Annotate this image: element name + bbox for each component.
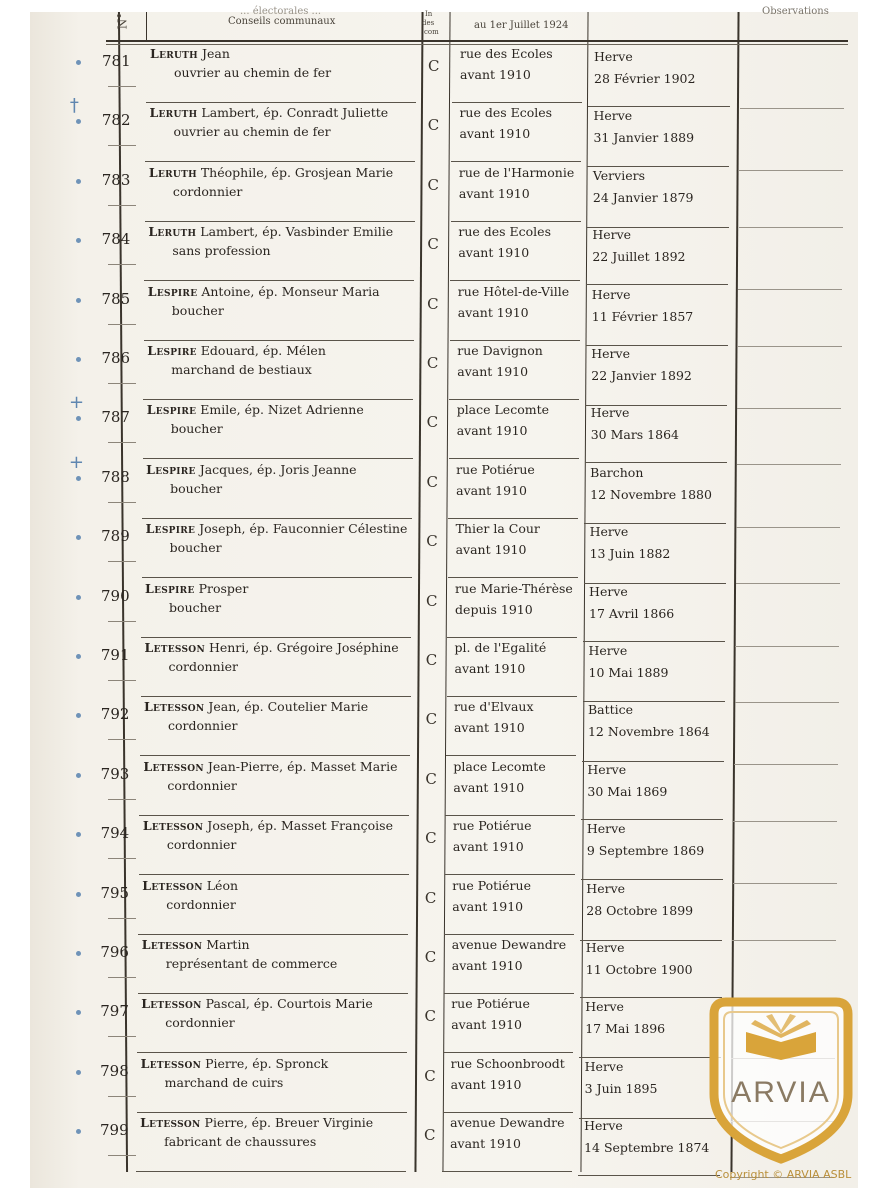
birthdate: 22 Janvier 1892 [591, 368, 692, 383]
register-row [0, 451, 872, 519]
residence-since: avant 1910 [456, 423, 528, 439]
register-row [0, 163, 872, 222]
birthplace: Herve [584, 1118, 623, 1134]
birthdate: 11 Février 1857 [591, 308, 694, 324]
logo-text: ARVIA [731, 1076, 831, 1109]
given-name: Pascal, [201, 996, 250, 1012]
given-name: Martin [202, 937, 250, 952]
register-row [0, 392, 872, 459]
birthdate: 11 Octobre 1900 [585, 962, 693, 977]
spouse: ép. Monseur Maria [254, 283, 380, 299]
category-mark: C [428, 57, 440, 75]
person-name [146, 462, 356, 477]
row-number-underline [108, 1036, 136, 1037]
address: rue d'Elvaux [453, 699, 534, 715]
row-number: 784 [101, 230, 131, 249]
address: rue de l'Harmonie [458, 164, 575, 180]
pencil-dot-mark [76, 357, 81, 362]
row-number-underline [108, 1155, 136, 1156]
surname: Letesson [142, 818, 204, 834]
profession: ouvrier au chemin de fer [173, 124, 331, 140]
rule-header-bottom [106, 40, 848, 42]
pencil-dot-mark [76, 892, 81, 897]
birthplace: Herve [591, 346, 630, 361]
category-mark: C [424, 1126, 436, 1145]
birthplace: Herve [586, 880, 626, 896]
residence-since: avant 1910 [450, 1076, 522, 1092]
pencil-dot-mark [76, 238, 81, 243]
row-number: 791 [100, 646, 130, 664]
row-number-underline [108, 680, 136, 681]
profession: cordonnier [168, 659, 239, 674]
birthdate: 14 Septembre 1874 [584, 1140, 710, 1156]
birthdate: 12 Novembre 1864 [587, 724, 710, 740]
category-mark: C [424, 948, 437, 966]
header-residence-label: au 1er Juillet 1924 [474, 20, 569, 31]
row-number: 792 [100, 705, 130, 724]
spouse: ép. Nizet Adrienne [240, 402, 364, 418]
residence-since: avant 1910 [450, 1136, 521, 1152]
register-row [0, 519, 872, 578]
birthdate: 9 Septembre 1869 [586, 843, 705, 859]
category-mark: C [424, 1066, 436, 1085]
row-number-underline [108, 561, 136, 562]
pencil-cross-mark: + [69, 392, 85, 414]
profession: marchand de cuirs [164, 1074, 284, 1090]
profession: cordonnier [166, 837, 237, 853]
spouse: ép. Fauconnier Célestine [245, 521, 408, 537]
profession: sans profession [172, 243, 271, 259]
address: Thier la Cour [455, 521, 540, 537]
row-number-underline [108, 799, 136, 800]
spouse: ép. Joris Jeanne [253, 461, 357, 477]
pencil-dot-mark [76, 476, 81, 481]
pencil-dot-mark [76, 298, 81, 303]
address: rue Hôtel-de-Ville [457, 283, 570, 299]
given-name: Lambert, [197, 105, 260, 121]
pencil-dot-mark [76, 179, 81, 184]
pencil-dot-mark [76, 119, 81, 124]
profession: ouvrier au chemin de fer [174, 65, 332, 80]
birthplace: Herve [589, 583, 628, 599]
row-number: 795 [100, 883, 130, 902]
person-name [141, 1056, 329, 1071]
residence-since: avant 1910 [453, 720, 525, 736]
row-number: 786 [101, 349, 131, 367]
row-number: 798 [100, 1061, 129, 1080]
category-mark: C [425, 710, 438, 729]
row-number: 781 [102, 52, 131, 70]
given-name: Joseph, [203, 818, 254, 834]
person-name [147, 343, 326, 358]
address: rue des Ecoles [459, 105, 553, 121]
spouse: ép. Spronck [248, 1055, 329, 1071]
category-mark: C [426, 413, 439, 432]
spouse: ép. Grégoire Joséphine [249, 640, 399, 655]
row-number-underline [108, 86, 136, 87]
register-row [0, 222, 872, 281]
row-number-underline [108, 145, 136, 146]
pencil-dot-mark [76, 595, 81, 600]
surname: Letesson [140, 1115, 201, 1131]
row-number-underline [108, 621, 136, 622]
surname: Letesson [143, 758, 204, 774]
row-number-underline [108, 858, 136, 859]
surname: Letesson [141, 937, 203, 952]
pencil-dot-mark [76, 1129, 81, 1134]
birthplace: Herve [592, 227, 632, 243]
address: rue Potiérue [451, 996, 530, 1012]
spouse: ép. Masset Marie [283, 758, 398, 774]
surname: Leruth [150, 46, 198, 61]
row-rule-residence [442, 1171, 572, 1172]
residence-since: depuis 1910 [455, 601, 533, 617]
arvia-logo [706, 994, 856, 1164]
residence-since: avant 1910 [453, 779, 525, 795]
profession: cordonnier [167, 777, 237, 793]
person-name [145, 640, 399, 655]
birthdate: 22 Juillet 1892 [592, 249, 686, 265]
register-row [0, 697, 872, 756]
header-category-label-1: In [425, 10, 433, 18]
birthplace: Herve [586, 821, 626, 837]
birthplace: Herve [585, 940, 625, 955]
surname: Lespire [147, 343, 197, 358]
register-row [0, 95, 872, 162]
birthdate: 28 Février 1902 [594, 71, 696, 86]
address: rue Davignon [457, 343, 543, 358]
birthplace: Herve [585, 999, 624, 1015]
category-mark: C [426, 354, 439, 372]
surname: Lespire [145, 521, 196, 537]
pencil-dot-mark [76, 713, 81, 718]
spouse: ép. Breuer Virginie [247, 1115, 374, 1131]
birthdate: 28 Octobre 1899 [586, 902, 694, 918]
address: rue Marie-Thérèse [455, 580, 573, 596]
row-number: 788 [101, 467, 130, 486]
birthplace: Herve [594, 49, 633, 64]
header-names-label: Conseils communaux [228, 16, 336, 27]
spouse: ép. Grosjean Marie [267, 164, 394, 180]
person-name [150, 46, 230, 61]
profession: boucher [169, 599, 222, 615]
spouse: ép. Vasbinder Emilie [258, 224, 394, 240]
copyright-notice: Copyright © ARVIA ASBL [715, 1168, 852, 1181]
person-name [143, 759, 397, 774]
given-name: Lambert, [196, 224, 259, 240]
register-row [0, 935, 872, 994]
residence-since: avant 1910 [457, 364, 529, 379]
register-row [0, 816, 872, 875]
header-category-label-3: com [424, 28, 439, 36]
row-number-underline [108, 502, 136, 503]
residence-since: avant 1910 [451, 1017, 523, 1033]
address: rue des Ecoles [458, 224, 551, 240]
category-mark: C [427, 175, 440, 194]
birthplace: Herve [584, 1058, 624, 1074]
surname: Letesson [144, 640, 205, 655]
row-number: 797 [100, 1002, 129, 1021]
header-names-label-top: ... électorales ... [240, 6, 322, 17]
rule-name-column [146, 12, 147, 42]
category-mark: C [426, 532, 438, 551]
birthplace: Herve [593, 108, 633, 124]
given-name: Léon [202, 877, 239, 893]
address: rue des Ecoles [460, 46, 553, 61]
given-name: Théophile, [196, 164, 268, 180]
pencil-dot-mark [76, 535, 81, 540]
row-number-underline [108, 205, 136, 206]
residence-since: avant 1910 [457, 304, 529, 320]
person-name [143, 818, 393, 833]
person-name [140, 1115, 373, 1130]
register-row [0, 579, 872, 638]
given-name: Emile, [196, 402, 241, 418]
category-mark: C [424, 888, 437, 907]
profession: boucher [169, 540, 222, 556]
residence-since: avant 1910 [454, 661, 526, 676]
row-number: 783 [101, 170, 131, 189]
surname: Leruth [148, 164, 197, 180]
row-number-underline [108, 977, 136, 978]
address: pl. de l'Egalité [454, 640, 547, 655]
person-name [148, 224, 393, 239]
register-row [0, 282, 872, 341]
surname: Leruth [149, 105, 198, 121]
birthplace: Barchon [590, 464, 644, 480]
surname: Letesson [141, 996, 202, 1012]
row-number: 799 [100, 1121, 129, 1140]
spouse: ép. Conradt Juliette [259, 105, 389, 121]
birthplace: Herve [587, 761, 627, 777]
pencil-cross-mark: + [68, 451, 84, 473]
category-mark: C [425, 829, 437, 848]
pencil-dot-mark [76, 773, 81, 778]
spouse: ép. Masset Françoise [253, 818, 393, 834]
category-mark: C [427, 294, 439, 313]
row-number-underline [108, 1096, 136, 1097]
surname: Letesson [142, 877, 203, 893]
birthdate: 10 Mai 1889 [588, 665, 669, 680]
profession: boucher [170, 421, 223, 437]
person-name [145, 581, 248, 596]
profession: cordonnier [165, 1015, 235, 1031]
category-mark: C [426, 472, 438, 491]
row-number: 794 [100, 824, 130, 843]
category-mark: C [424, 1007, 436, 1026]
row-rule-name [136, 1171, 406, 1172]
header-observations-label: Observations [762, 6, 829, 17]
profession: boucher [170, 480, 223, 496]
person-name [149, 105, 388, 120]
birthdate: 17 Mai 1896 [585, 1021, 666, 1037]
address: avenue Dewandre [451, 937, 567, 952]
pencil-dot-mark [76, 951, 81, 956]
birthdate: 13 Juin 1882 [589, 546, 671, 562]
row-number: 796 [100, 943, 129, 961]
profession: représentant de commerce [165, 956, 338, 971]
category-mark: C [427, 235, 439, 254]
address: place Lecomte [456, 402, 550, 418]
address: avenue Dewandre [450, 1115, 565, 1131]
residence-since: avant 1910 [456, 482, 527, 498]
given-name: Antoine, [197, 283, 255, 299]
birthdate: 12 Novembre 1880 [590, 486, 712, 502]
address: rue Potiérue [456, 461, 535, 477]
profession: marchand de bestiaux [171, 362, 312, 377]
surname: Letesson [140, 1055, 202, 1071]
surname: Lespire [146, 461, 196, 477]
spouse: ép. Courtois Marie [249, 996, 373, 1012]
birthdate: 3 Juin 1895 [584, 1080, 658, 1096]
residence-since: avant 1910 [459, 126, 531, 142]
address: rue Potiérue [452, 877, 531, 893]
given-name: Edouard, [196, 343, 259, 358]
birthdate: 17 Avril 1866 [589, 605, 675, 621]
surname: Leruth [148, 224, 197, 240]
pencil-dot-mark [76, 60, 81, 65]
register-row [0, 44, 872, 103]
register-row [0, 638, 872, 697]
given-name: Pierre, [200, 1115, 248, 1131]
given-name: Jean [197, 46, 230, 61]
birthdate: 30 Mai 1869 [587, 783, 668, 799]
residence-since: avant 1910 [455, 542, 527, 558]
person-name [147, 402, 364, 417]
row-number: 789 [101, 527, 130, 546]
surname: Lespire [146, 402, 197, 418]
pencil-dot-mark [76, 1010, 81, 1015]
given-name: Joseph, [195, 521, 246, 537]
register-row [0, 341, 872, 400]
header-number-label: N° [115, 12, 130, 30]
birthplace: Herve [589, 524, 629, 540]
residence-since: avant 1910 [460, 67, 531, 82]
given-name: Jacques, [195, 461, 253, 477]
given-name: Pierre, [201, 1055, 249, 1071]
spouse: ép. Coutelier Marie [240, 699, 369, 715]
residence-since: avant 1910 [458, 245, 530, 261]
person-name [142, 878, 238, 893]
pencil-dot-mark [76, 654, 81, 659]
profession: cordonnier [167, 718, 238, 734]
birthplace: Verviers [592, 167, 645, 183]
row-number-underline [108, 918, 136, 919]
address: place Lecomte [453, 758, 546, 774]
given-name: Prosper [194, 580, 249, 596]
category-mark: C [426, 591, 438, 610]
row-rule-birth [578, 1175, 720, 1176]
row-number-underline [108, 442, 136, 443]
birthplace: Herve [591, 286, 631, 302]
row-number: 787 [101, 408, 130, 427]
register-row [0, 876, 872, 935]
person-name [144, 699, 368, 714]
spouse: ép. Mélen [258, 343, 326, 358]
row-number: 793 [100, 764, 130, 783]
birthdate: 24 Janvier 1879 [592, 189, 694, 205]
person-name [146, 521, 408, 536]
given-name: Jean-Pierre, [203, 758, 284, 774]
row-number-underline [108, 383, 136, 384]
surname: Lespire [147, 283, 198, 299]
profession: fabricant de chaussures [164, 1134, 317, 1150]
header-category-label-2: des [422, 19, 435, 27]
address: rue Potiérue [452, 818, 532, 834]
pencil-dot-mark [76, 1070, 81, 1075]
person-name [142, 937, 250, 952]
given-name: Jean, [204, 699, 241, 715]
residence-since: avant 1910 [452, 839, 524, 855]
row-number-underline [108, 264, 136, 265]
birthdate: 31 Janvier 1889 [593, 130, 695, 146]
birthplace: Herve [588, 643, 628, 658]
given-name: Henri, [204, 640, 250, 655]
row-number: 785 [101, 289, 131, 308]
pencil-cross-mark: † [69, 95, 79, 117]
residence-since: avant 1910 [458, 185, 530, 201]
profession: boucher [171, 302, 224, 318]
birthdate: 30 Mars 1864 [590, 427, 679, 443]
row-number: 790 [101, 586, 130, 605]
pencil-dot-mark [76, 832, 81, 837]
row-number: 782 [101, 111, 131, 130]
profession: cordonnier [166, 896, 236, 912]
register-row [0, 757, 872, 816]
pencil-dot-mark [76, 416, 81, 421]
surname: Lespire [145, 580, 195, 596]
person-name [148, 284, 380, 299]
person-name [141, 996, 373, 1011]
category-mark: C [425, 769, 437, 788]
address: rue Schoonbroodt [450, 1055, 565, 1071]
birthplace: Herve [590, 405, 630, 421]
category-mark: C [427, 116, 440, 135]
surname: Letesson [143, 699, 205, 715]
row-number-underline [108, 739, 136, 740]
category-mark: C [425, 651, 438, 669]
residence-since: avant 1910 [452, 898, 524, 914]
row-number-underline [108, 324, 136, 325]
person-name [149, 165, 393, 180]
residence-since: avant 1910 [451, 958, 523, 973]
profession: cordonnier [172, 183, 243, 199]
birthplace: Battice [587, 702, 634, 718]
